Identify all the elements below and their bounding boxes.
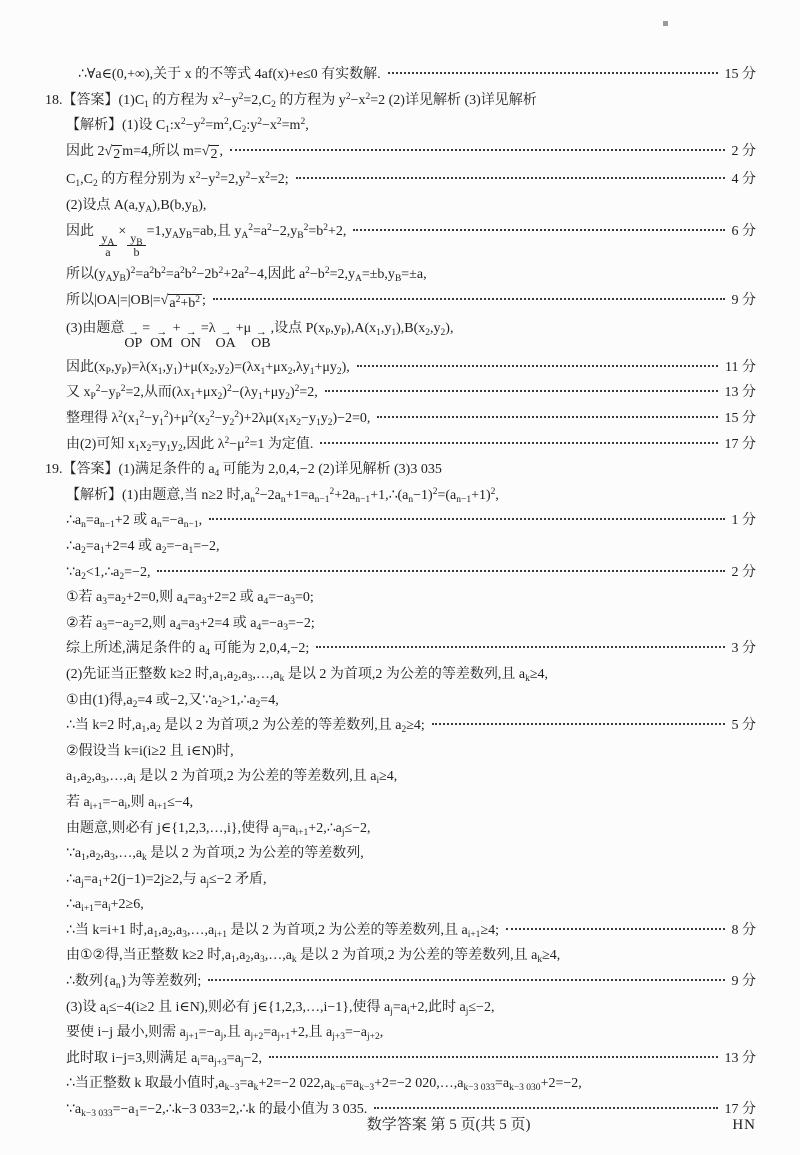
line-text: 由(2)可知 $x_1x_2=y_1y_2$,因此 $\lambda^2-\mu^2=1$ 为定值. [66,435,314,454]
vector-symbol [251,326,271,352]
text-line [45,922,756,941]
line-text: $\therefore a_j=a_1+2(j-1)=2j\ge 2$,与 $a_j\le-2$ 矛盾, [66,871,267,889]
text-line [45,1024,756,1043]
dotted-leader [432,723,725,725]
text-line [45,171,756,190]
vector-body: OB [251,336,271,352]
radical-sign-icon: √ [160,292,169,308]
text-line [45,461,756,480]
line-text: $\therefore a_{i+1}=a_i+2\ge 6$, [66,897,144,915]
line-text: 因此$(x_P,y_P)=\lambda(x_1,y_1)+\mu(x_2,y_2)=(\lambda x_1+\mu x_2,\lambda y_1+\mu y_2)$, [66,359,350,377]
fraction-denominator: a [105,244,111,259]
text-line [45,538,756,557]
line-text: $\therefore a_n=a_{n-1}+2$ 或 $a_n=-a_{n-1}$, [66,513,203,531]
dotted-leader [316,646,724,648]
text-line [45,947,756,966]
fraction-numerator: $y_B$ [127,232,145,246]
radicand: 2 [112,145,122,165]
dotted-leader [353,229,724,231]
line-text: $\because a_2<1,\therefore a_2=-2$, [66,564,151,582]
line-text: 因此 2 √ 2 m=4,所以 m= √ 2 , [66,143,223,165]
line-text: 综上所述,满足条件的 $a_4$ 可能为 2,0,4,−2; [66,641,310,659]
line-text: ①由(1)得$,a_2=4$ 或−2,又$\because a_2>1,\therefore a_2=4$, [66,692,279,710]
text-line [45,717,756,736]
score-marks: 15 分 [724,67,756,82]
text-line [45,973,756,992]
dotted-leader [296,177,725,179]
line-text: (3)由题意 → OP = → OM + → ON =λ → OA +μ → OB ,设点 $P(x_P,y_P),A(x_1,y_1),B(x_2,y_2)$, [66,321,454,352]
line-text: 18.【答案】$(1)C_1$ 的方程为 $x^2-y^2=2,C_2$ 的方程为 $y^2-x^2=2$ (2)详见解析 (3)详见解析 [45,91,537,110]
line-text: (3)设 $a_i\le-4(i\ge 2$ 且 i∈N),则必有 j∈{1,2,3,…,i−1},使得 $a_j=a_i+2$,此时 $a_j\le-2$, [66,999,495,1017]
dotted-leader [208,979,724,981]
text-line [45,117,756,136]
vector-body: OA [215,336,236,352]
line-text: $\because a_1,a_2,a_3,\dots,a_k$ 是以 2 为首项,2 为公差的等差数列, [66,846,364,864]
text-line [45,615,756,634]
vector-symbol [215,326,236,352]
line-text: ∴数列$\{a_n\}$为等差数列; [66,974,202,992]
text-line [45,1050,756,1069]
vector-arrow-icon: → [156,326,167,339]
text-line [45,66,756,85]
line-text: (2)设点 $A(a,y_A),B(b,y_B)$, [66,197,207,215]
footer-page-label: 数学答案 第 5 页(共 5 页) [366,1117,531,1133]
text-line [45,768,756,787]
text-line [45,743,756,762]
fraction-denominator: b [133,244,140,259]
text-line [45,845,756,864]
score-marks: 9 分 [731,974,756,990]
score-marks: 11 分 [725,359,756,375]
text-line [45,794,756,813]
line-text: ∴当 k=2 时$,a_1,a_2$ 是以 2 为首项,2 为公差的等差数列,且 $a_2\ge 4$; [66,718,425,736]
score-marks: 9 分 [731,292,756,308]
dotted-leader [230,149,725,151]
score-marks: 8 分 [731,922,756,938]
line-text: 【解析】(1)由题意,当 n≥2 时$,a_n^2-2a_n+1=a_{n-1}^2+2a_{n-1}+1,\therefore(a_n-1)^2=(a_{n-1}+1)^2$, [66,486,499,505]
text-line [45,564,756,583]
line-text: 因此 $\frac{y_A}{a}$ × $\frac{y_B}{b}$ $=1,y_Ay_B=ab$,且 $y_A^2=a^2-2,y_B^2=b^2+2$, [66,222,347,259]
line-text: 此时取 i−j=3,则满足 $a_i=a_{j+3}=a_j-2$, [66,1050,262,1068]
dotted-leader [388,72,718,74]
text-line [45,640,756,659]
vector-body: ON [180,336,201,352]
text-line [45,871,756,890]
line-text: ∴当正整数 k 取最小值时$,a_{k-3}=a_k+2=-2$ $022,a_{k-6}=a_{k-3}+2=-2$ $020,\dots,a_{k-3 033}=a_{k-3 030}+2=-2$, [66,1076,582,1094]
radical-sign-icon: √ [201,143,210,159]
text-line [45,410,756,429]
scan-speck [663,21,668,26]
text-line [45,666,756,685]
vector-arrow-icon: → [185,326,196,339]
text-line [45,589,756,608]
dotted-leader [269,1056,718,1058]
line-text: 所以$(y_Ay_B)^2=a^2b^2=a^2b^2-2b^2+2a^2-4$,因此 $a^2-b^2=2,y_A=\pm b,y_B=\pm a$, [66,265,427,284]
line-text: $a_1,a_2,a_3,\dots,a_i$ 是以 2 为首项,2 为公差的等差数列,且 $a_i\ge 4$, [66,769,398,787]
line-text: 19.【答案】(1)满足条件的 $a_4$ 可能为 2,0,4,−2 (2)详见解析 (3)3 035 [45,462,442,480]
radicand: $a^2+b^2$ [168,294,202,314]
score-marks: 2 分 [731,564,756,580]
fraction-numerator: $y_A$ [99,232,118,246]
sqrt-radical [105,145,123,165]
fraction [127,232,145,259]
line-text: 整理得 $\lambda^2(x_1^2-y_1^2)+\mu^2(x_2^2-y_2^2)+2\lambda\mu(x_1x_2-y_1y_2)-2=0$, [66,410,371,428]
text-line [45,512,756,531]
text-line [45,999,756,1018]
score-marks: 13 分 [724,1050,756,1066]
text-line [45,223,756,259]
answer-lines-container [45,66,756,1127]
line-text: ①若 $a_3=a_2+2=0$,则 $a_4=a_3+2=2$ 或 $a_4=-a_3=0$; [66,590,314,608]
score-marks: 5 分 [731,718,756,734]
score-marks: 15 分 [724,411,756,426]
line-text: 若 $a_{i+1}=-a_i$,则 $a_{i+1}\le-4$, [66,794,194,812]
score-marks: 13 分 [724,385,756,401]
text-line [45,197,756,216]
text-line [45,359,756,378]
line-text: $C_1,C_2$ 的方程分别为 $x^2-y^2=2,y^2-x^2=2$; [66,171,289,190]
dotted-leader [357,365,718,367]
page-footer [45,1113,756,1134]
text-line [45,436,756,455]
line-text: (2)先证当正整数 k≥2 时$,a_1,a_2,a_3,\dots,a_k$ 是以 2 为首项,2 为公差的等差数列,且 $a_k\ge 4$, [66,666,549,684]
line-text: 所以|OA|=|OB|= √ $a^2+b^2$ ; [66,292,206,314]
score-marks: 4 分 [731,172,756,188]
text-line [45,1075,756,1094]
line-text: 又 $x_P^2-y_P^2=2$,从而$(\lambda x_1+\mu x_2)^2-(\lambda y_1+\mu y_2)^2=2$, [66,384,318,403]
line-text: $\therefore a_2=a_1+2=4$ 或 $a_2=-a_1=-2$, [66,538,220,556]
score-marks: 1 分 [731,513,756,529]
dotted-leader [506,928,724,930]
sqrt-radical [161,294,202,314]
text-line [45,692,756,711]
line-text: 由①②得,当正整数 k≥2 时$,a_1,a_2,a_3,\dots,a_k$ 是以 2 为首项,2 为公差的等差数列,且 $a_k\ge 4$, [66,948,561,966]
vector-body: OP [124,336,143,352]
score-marks: 17 分 [724,436,756,452]
vector-arrow-icon: → [255,326,266,339]
dotted-leader [213,298,725,300]
radicand: 2 [209,145,219,165]
vector-symbol [180,326,201,352]
line-text: ∴当 k=i+1 时$,a_1,a_2,a_3,\dots,a_{i+1}$ 是以 2 为首项,2 为公差的等差数列,且 $a_{i+1}\ge 4$; [66,922,500,940]
line-text: ②若 $a_3=-a_2=2$,则 $a_4=a_3+2=4$ 或 $a_4=-a_3=-2$; [66,615,315,633]
text-line [45,820,756,839]
dotted-leader [325,390,718,392]
line-text: ∴∀a∈(0,+∞),关于 x 的不等式 4af(x)+e≤0 有实数解. [78,67,381,82]
vector-body: OM [150,336,173,352]
text-line [45,487,756,506]
vector-arrow-icon: → [220,326,231,339]
text-line [45,292,756,314]
vector-symbol [124,326,143,352]
line-text: 由题意,则必有 j∈{1,2,3,…,i},使得 $a_j=a_{i+1}+2,\therefore a_j\le-2$, [66,820,371,838]
footer-version-code: HN [732,1117,756,1133]
score-marks: 6 分 [731,223,756,239]
text-line [45,266,756,285]
score-marks: 2 分 [731,143,756,159]
text-line [45,320,756,352]
vector-symbol [150,326,173,352]
score-marks: 3 分 [731,641,756,657]
text-line [45,92,756,111]
line-text: $\because a_{k-3 033}=-a_1=-2,\therefore k-3$ 033=2,∴k 的最小值为 3 035. [66,1102,368,1120]
text-line [45,384,756,403]
score-marks: 17 分 [724,1102,756,1118]
fraction [99,232,118,259]
dotted-leader [157,570,724,572]
line-text: ②假设当 k=i(i≥2 且 i∈N)时, [66,743,234,759]
sqrt-radical [202,145,220,165]
vector-arrow-icon: → [128,326,139,339]
line-text: 【解析】(1)设 $C_1:x^2-y^2=m^2,C_2:y^2-x^2=m^2$, [66,117,309,136]
radical-sign-icon: √ [104,143,113,159]
line-text: 要使 i−j 最小,则需 $a_{j+1}=-a_j$,且 $a_{j+2}=a_{j+1}+2$,且 $a_{j+3}=-a_{j+2}$, [66,1025,384,1043]
text-line [45,143,756,165]
dotted-leader [320,442,717,444]
text-line [45,896,756,915]
dotted-leader [209,518,724,520]
dotted-leader [377,416,717,418]
dotted-leader [374,1107,717,1109]
